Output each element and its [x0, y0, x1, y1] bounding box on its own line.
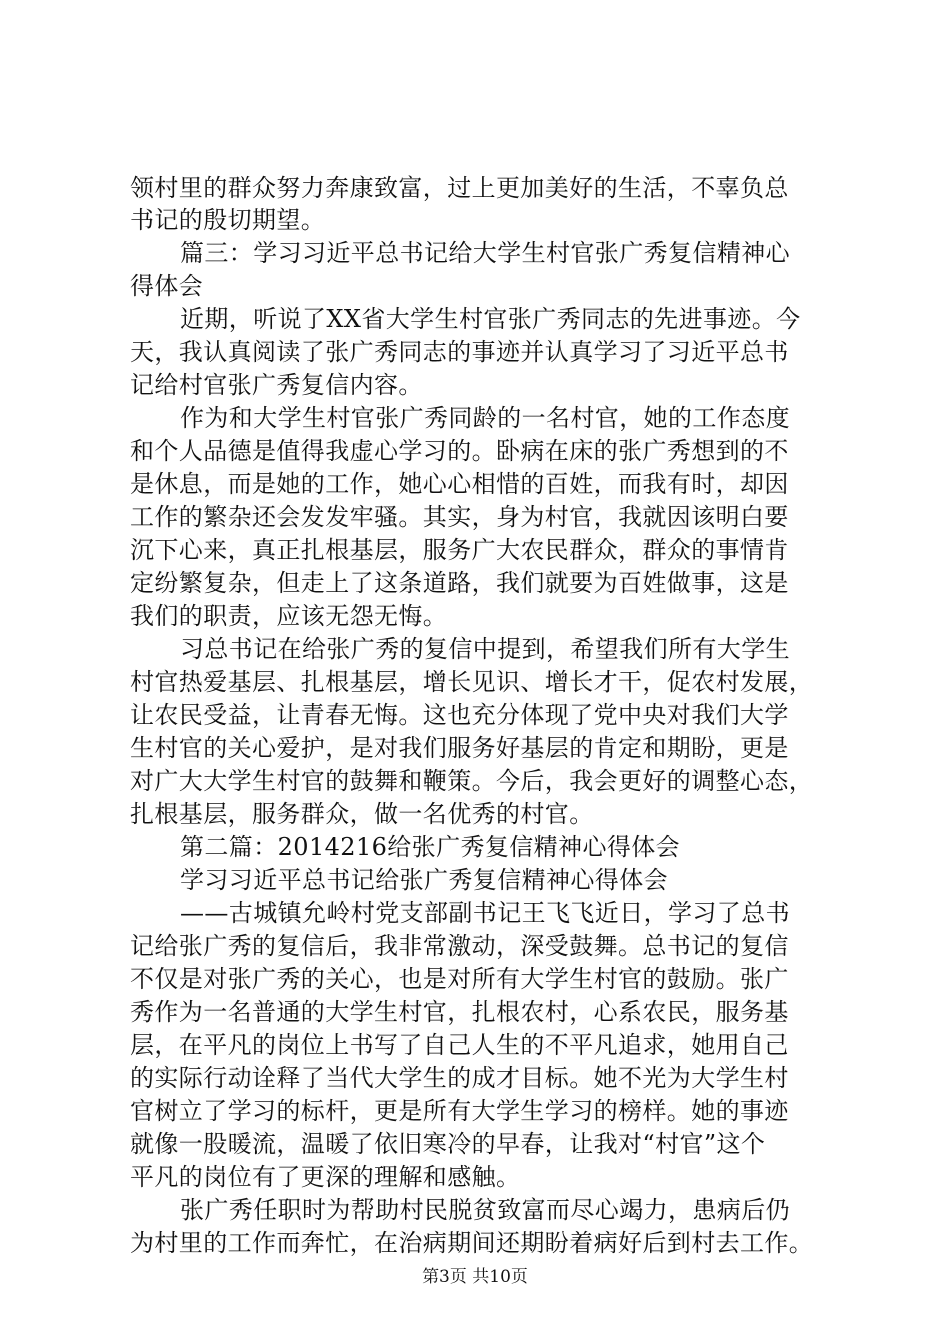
text-line: 村官热爱基层、扎根基层，增长见识、增长才干，促农村发展， — [130, 668, 814, 696]
text-line: 我们的职责，应该无怨无悔。 — [130, 602, 448, 630]
text-line: 就像一股暖流，温暖了依旧寒冷的早春，让我对“村官”这个 — [130, 1130, 766, 1158]
text-line: 工作的繁杂还会发发牢骚。其实，身为村官，我就因该明白要 — [130, 503, 789, 531]
text-line: 层，在平凡的岗位上书写了自己人生的不平凡追求，她用自己 — [130, 1031, 789, 1059]
text-line: 让农民受益，让青春无悔。这也充分体现了党中央对我们大学 — [130, 701, 789, 729]
text-line: ——古城镇允岭村党支部副书记王飞飞近日，学习了总书 — [180, 899, 790, 927]
text-line: 不仅是对张广秀的关心，也是对所有大学生村官的鼓励。张广 — [130, 965, 789, 993]
text-line: 对广大大学生村官的鼓舞和鞭策。今后，我会更好的调整心态， — [130, 767, 814, 795]
section-heading: 篇三：学习习近平总书记给大学生村官张广秀复信精神心 — [180, 239, 790, 267]
text-line: 秀作为一名普通的大学生村官，扎根农村，心系农民，服务基 — [130, 998, 789, 1026]
text-line: 定纷繁复杂，但走上了这条道路，我们就要为百姓做事，这是 — [130, 569, 789, 597]
text-line: 扎根基层，服务群众，做一名优秀的村官。 — [130, 800, 594, 828]
article-title: 学习习近平总书记给张广秀复信精神心得体会 — [180, 866, 668, 894]
text-line: 是休息，而是她的工作，她心心相惜的百姓，而我有时，却因 — [130, 470, 789, 498]
text-line: 平凡的岗位有了更深的理解和感触。 — [130, 1163, 521, 1191]
text-line: 沉下心来，真正扎根基层，服务广大农民群众，群众的事情肯 — [130, 536, 789, 564]
page-number-footer: 第3页 共10页 — [422, 1267, 528, 1287]
text-line: 作为和大学生村官张广秀同龄的一名村官，她的工作态度 — [180, 404, 790, 432]
text-line: 官树立了学习的标杆，更是所有大学生学习的榜样。她的事迹 — [130, 1097, 789, 1125]
text-line: 记给村官张广秀复信内容。 — [130, 371, 423, 399]
text-line: 天，我认真阅读了张广秀同志的事迹并认真学习了习近平总书 — [130, 338, 789, 366]
text-line: 和个人品德是值得我虚心学习的。卧病在床的张广秀想到的不 — [130, 437, 789, 465]
chapter-heading: 第二篇：2014216给张广秀复信精神心得体会 — [180, 833, 681, 861]
text-line: 近期，听说了XX省大学生村官张广秀同志的先进事迹。今 — [180, 305, 801, 333]
section-heading-cont: 得体会 — [130, 272, 204, 300]
text-line: 生村官的关心爱护，是对我们服务好基层的肯定和期盼，更是 — [130, 734, 789, 762]
text-line: 记给张广秀的复信后，我非常激动，深受鼓舞。总书记的复信 — [130, 932, 789, 960]
text-line: 书记的殷切期望。 — [130, 206, 326, 234]
text-line: 的实际行动诠释了当代大学生的成才目标。她不光为大学生村 — [130, 1064, 789, 1092]
text-line: 习总书记在给张广秀的复信中提到，希望我们所有大学生 — [180, 635, 790, 663]
text-line: 领村里的群众努力奔康致富，过上更加美好的生活，不辜负总 — [130, 174, 789, 202]
text-line: 张广秀任职时为帮助村民脱贫致富而尽心竭力，患病后仍 — [180, 1196, 790, 1224]
text-line: 为村里的工作而奔忙，在治病期间还期盼着病好后到村去工作。 — [130, 1229, 814, 1257]
